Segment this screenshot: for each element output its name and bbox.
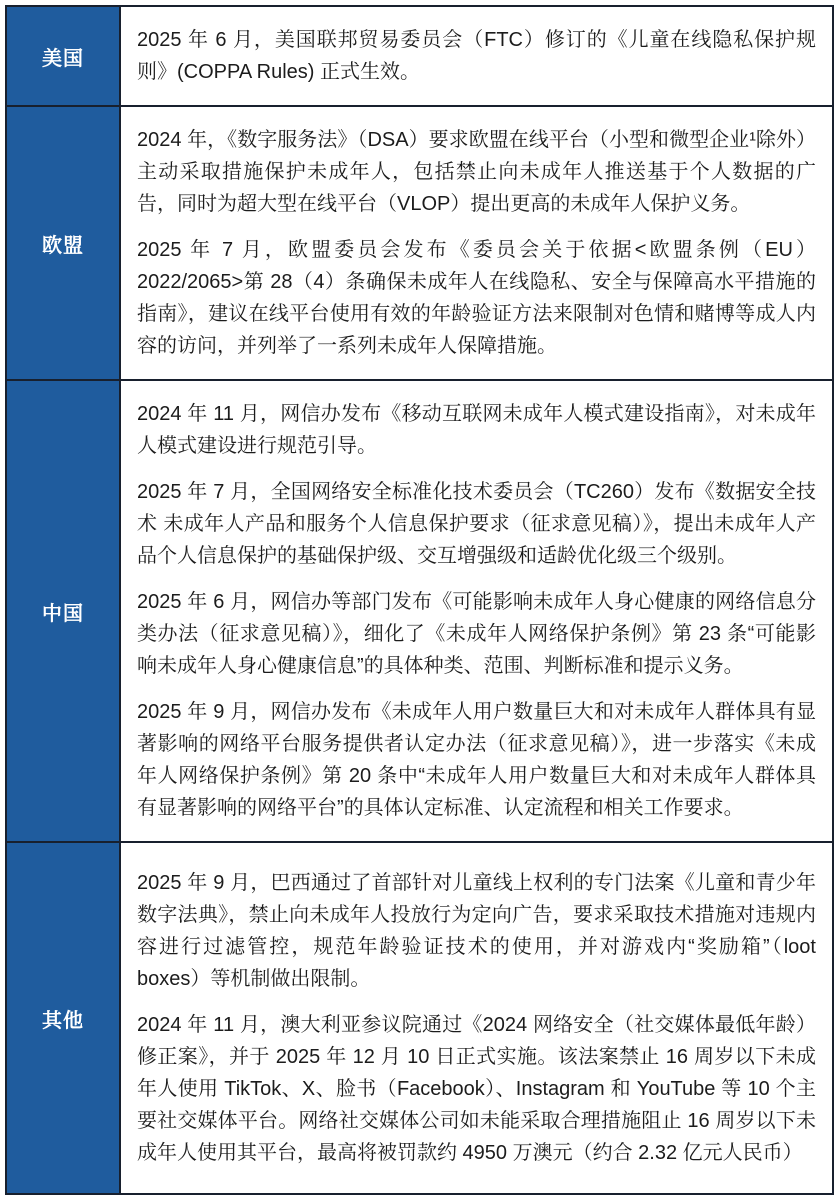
region-label: 欧盟 bbox=[42, 234, 84, 257]
regulation-paragraph: 2025 年 9 月，巴西通过了首部针对儿童线上权利的专门法案《儿童和青少年数字法典》，禁止向未成年人投放行为定向广告，要求采取技术措施对违规内容进行过滤管控，规范年龄验证技术的使用，并对游戏内“奖励箱”（loot boxes）等机制做出限制。 bbox=[137, 872, 816, 990]
regulation-paragraph: 2024 年 11 月，网信办发布《移动互联网未成年人模式建设指南》，对未成年人模式建设进行规范引导。 bbox=[137, 403, 816, 457]
regulation-paragraph: 2025 年 9 月，网信办发布《未成年人用户数量巨大和对未成年人群体具有显著影响的网络平台服务提供者认定办法（征求意见稿）》，进一步落实《未成年人网络保护条例》第 20 条中“未成年人用户数量巨大和对未成年人群体具有显著影响的网络平台”的具体认定标准、认定流程和相关工作要求。 bbox=[137, 701, 816, 819]
regulation-paragraph: 2024 年 11 月，澳大利亚参议院通过《2024 网络安全（社交媒体最低年龄）修正案》，并于 2025 年 12 月 10 日正式实施。该法案禁止 16 周岁以下未成年人使用 TikTok、X、脸书（Facebook）、Instagram 和 YouTube 等 10 个主要社交媒体平台。网络社交媒体公司如未能采取合理措施阻止 16 周岁以下未成年人使用其平台，最高将被罚款约 4950 万澳元（约合 2.32 亿元人民币） bbox=[137, 1014, 816, 1164]
table-row-china bbox=[7, 381, 832, 843]
region-label: 中国 bbox=[42, 602, 84, 625]
regulation-table bbox=[5, 5, 834, 1195]
region-cell-china bbox=[7, 381, 121, 841]
content-cell-eu bbox=[121, 107, 832, 379]
regulation-paragraph: 2025 年 6 月，网信办等部门发布《可能影响未成年人身心健康的网络信息分类办法（征求意见稿）》，细化了《未成年人网络保护条例》第 23 条“可能影响未成年人身心健康信息”的具体种类、范围、判断标准和提示义务。 bbox=[137, 591, 816, 677]
table-row-usa bbox=[7, 7, 832, 107]
regulation-paragraph: 2024 年，《数字服务法》（DSA）要求欧盟在线平台（小型和微型企业¹除外）主动采取措施保护未成年人，包括禁止向未成年人推送基于个人数据的广告，同时为超大型在线平台（VLOP）提出更高的未成年人保护义务。 bbox=[137, 129, 816, 215]
region-cell-eu bbox=[7, 107, 121, 379]
regulation-paragraph: 2025 年 7 月，欧盟委员会发布《委员会关于依据<欧盟条例（EU）2022/2065>第 28（4）条确保未成年人在线隐私、安全与保障高水平措施的指南》，建议在线平台使用有效的年龄验证方法来限制对色情和赌博等成人内容的访问，并列举了一系列未成年人保障措施。 bbox=[137, 239, 816, 357]
table-row-others bbox=[7, 843, 832, 1193]
content-cell-others bbox=[121, 843, 832, 1193]
content-cell-usa bbox=[121, 7, 832, 105]
region-cell-others bbox=[7, 843, 121, 1193]
region-label: 美国 bbox=[42, 47, 84, 70]
regulation-paragraph: 2025 年 7 月，全国网络安全标准化技术委员会（TC260）发布《数据安全技术 未成年人产品和服务个人信息保护要求（征求意见稿）》，提出未成年人产品个人信息保护的基础保护级、交互增强级和适龄优化级三个级别。 bbox=[137, 481, 816, 567]
regulation-paragraph: 2025 年 6 月，美国联邦贸易委员会（FTC）修订的《儿童在线隐私保护规则》(COPPA Rules) 正式生效。 bbox=[137, 29, 816, 83]
content-cell-china bbox=[121, 381, 832, 841]
region-cell-usa bbox=[7, 7, 121, 105]
region-label: 其他 bbox=[42, 1009, 84, 1032]
table-row-eu bbox=[7, 107, 832, 381]
